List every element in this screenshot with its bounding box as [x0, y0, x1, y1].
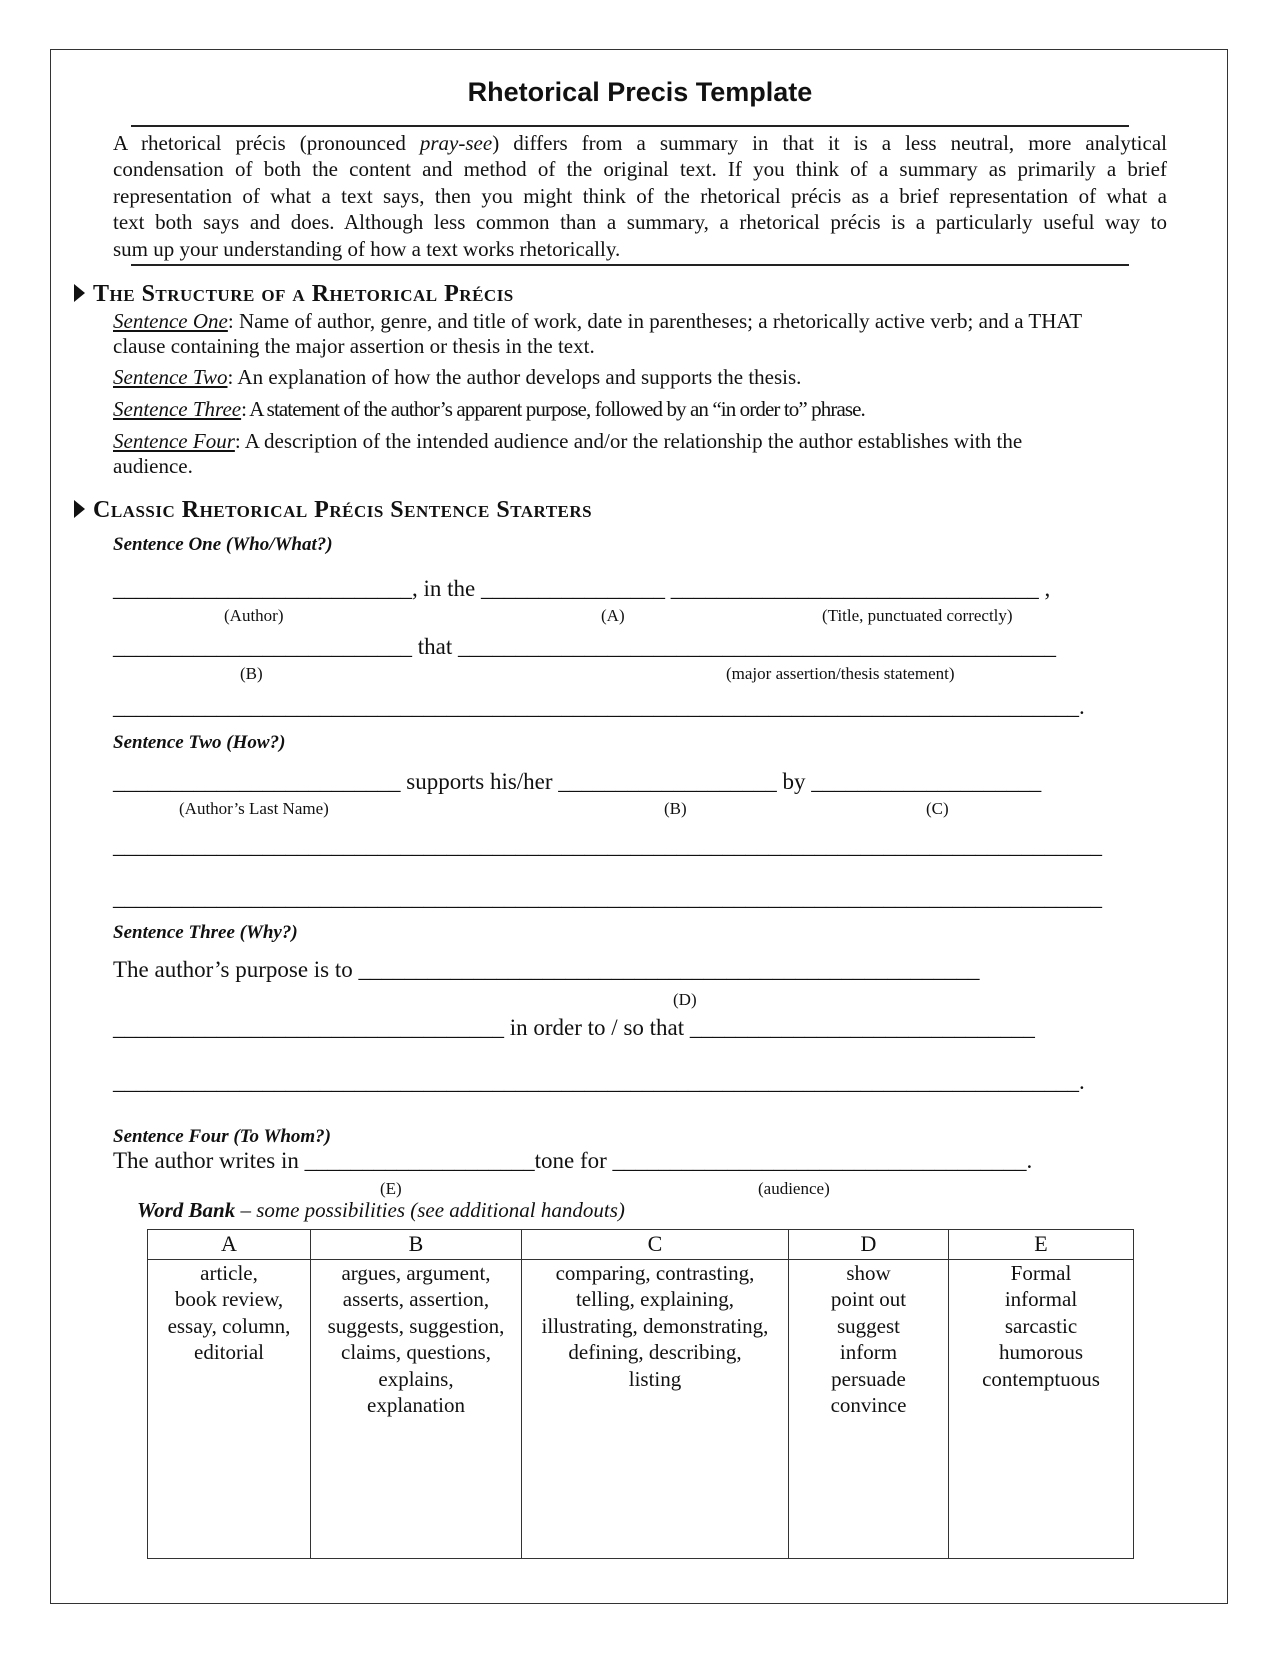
- word-bank-entry: convince: [830, 1393, 907, 1418]
- word-bank-header: B: [311, 1230, 522, 1260]
- word-bank-entry: claims, questions,: [341, 1340, 491, 1365]
- intro-line: sum up your understanding of how a text works rhetorically.: [113, 236, 621, 261]
- sentence-two-label: Sentence Two (How?): [113, 732, 286, 753]
- document-title: Rhetorical Precis Template: [467, 77, 813, 107]
- word-bank-entry: editorial: [194, 1340, 264, 1365]
- word-bank-entry: essay, column,: [167, 1313, 291, 1338]
- sentence-four-blank-line[interactable]: The author writes in ____________________tone for ____________________________________.: [113, 1148, 1033, 1173]
- thesis-caption: (major assertion/thesis statement): [726, 664, 955, 683]
- verb-caption: (B): [240, 664, 263, 683]
- genre-caption: (A): [601, 606, 625, 625]
- word-bank-cell: [789, 1260, 949, 1559]
- word-bank-cell: [522, 1260, 789, 1559]
- sentence-one-label: Sentence One (Who/What?): [113, 534, 333, 555]
- triangle-bullet-icon: [74, 500, 85, 518]
- intro-line: representation of what a text says, then you might think of the rhetorical précis as a brief representation of what a: [113, 183, 1167, 208]
- triangle-bullet-icon: [74, 284, 85, 302]
- word-bank-label: Word Bank – some possibilities (see additional handouts): [137, 1198, 625, 1222]
- sentence-two-blank-line[interactable]: ______________________________________________________________________________________: [113, 885, 1102, 910]
- word-bank-entry: informal: [1004, 1287, 1078, 1312]
- purpose-caption: (D): [673, 990, 697, 1009]
- word-bank-entry: defining, describing,: [568, 1340, 742, 1365]
- word-bank-entry: persuade: [831, 1366, 906, 1391]
- sentence-two-blank-line[interactable]: ______________________________________________________________________________________: [113, 833, 1102, 858]
- sentence-three-label: Sentence Three (Why?): [113, 922, 298, 943]
- sentence-one-blank-line[interactable]: __________________________ that ____________________________________________________: [113, 634, 1056, 659]
- word-bank-entry: explanation: [367, 1393, 465, 1418]
- word-bank-entry: illustrating, demonstrating,: [541, 1313, 769, 1338]
- word-bank-entry: humorous: [999, 1340, 1083, 1365]
- starters-heading: Classic Rhetorical Précis Sentence Starters: [74, 497, 592, 524]
- sentence-two-structure: Sentence Two: An explanation of how the author develops and supports the thesis.: [113, 365, 802, 389]
- word-bank-entry: inform: [839, 1340, 898, 1365]
- word-bank-header: A: [148, 1230, 311, 1260]
- sentence-two-blank-line[interactable]: _________________________ supports his/her ___________________ by ____________________: [113, 769, 1042, 794]
- sentence-three-blank-line[interactable]: __________________________________ in order to / so that ______________________________: [113, 1015, 1035, 1040]
- intro-paragraph: [113, 130, 1167, 262]
- word-bank-entry: article,: [200, 1261, 258, 1285]
- word-bank-table: [147, 1229, 1134, 1559]
- word-bank-entry: explains,: [378, 1366, 454, 1391]
- structure-heading: The Structure of a Rhetorical Précis: [74, 281, 514, 308]
- word-bank-entry: suggests, suggestion,: [327, 1313, 505, 1338]
- tone-caption: (E): [380, 1179, 402, 1198]
- intro-line: A rhetorical précis (pronounced pray-see) differs from a summary in that it is a less neutral, more analytical: [113, 131, 1167, 155]
- word-bank-entry: comparing, contrasting,: [555, 1261, 755, 1285]
- intro-line: text both says and does. Although less common than a summary, a rhetorical précis is a particularly useful way to: [113, 210, 1167, 235]
- sentence-three-structure: Sentence Three: A statement of the author’s apparent purpose, followed by an “in order to” phrase.: [113, 397, 865, 421]
- sentence-three-blank-line[interactable]: ____________________________________________________________________________________.: [113, 1069, 1085, 1094]
- word-bank-entry: suggest: [837, 1313, 900, 1338]
- sentence-four-structure: Sentence Four: A description of the intended audience and/or the relationship the author establishes with the audience.: [113, 429, 1023, 478]
- verb-caption: (B): [664, 799, 687, 818]
- word-bank-entry: asserts, assertion,: [342, 1287, 490, 1312]
- word-bank-entry: book review,: [174, 1287, 284, 1312]
- word-bank-entry: sarcastic: [1004, 1313, 1078, 1338]
- sentence-one-structure: Sentence One: Name of author, genre, and title of work, date in parentheses; a rhetorically active verb; and a THAT clause containing the major assertion or thesis in the text.: [113, 309, 1083, 358]
- word-bank-entry: show: [846, 1261, 891, 1285]
- last-name-caption: (Author’s Last Name): [179, 799, 329, 818]
- sentence-one-blank-line[interactable]: __________________________, in the ________________ ________________________________ ,: [113, 576, 1051, 601]
- word-bank-entry: point out: [830, 1287, 907, 1312]
- intro-line: condensation of both the content and method of the original text. If you think of a summary as primarily a brief: [113, 157, 1167, 182]
- word-bank-entry: Formal: [1010, 1261, 1072, 1285]
- word-bank-cell: [949, 1260, 1134, 1559]
- sentence-three-blank-line[interactable]: The author’s purpose is to ______________________________________________________: [113, 957, 980, 982]
- title-caption: (Title, punctuated correctly): [822, 606, 1013, 625]
- author-caption: (Author): [224, 606, 284, 625]
- method-caption: (C): [926, 799, 949, 818]
- word-bank-header: E: [949, 1230, 1134, 1260]
- word-bank-entry: argues, argument,: [341, 1261, 491, 1285]
- audience-caption: (audience): [758, 1179, 830, 1198]
- title-divider: [131, 125, 1129, 127]
- word-bank-entry: listing: [628, 1366, 682, 1391]
- sentence-four-label: Sentence Four (To Whom?): [113, 1126, 332, 1147]
- word-bank-entry: contemptuous: [982, 1366, 1100, 1391]
- sentence-one-blank-line[interactable]: ____________________________________________________________________________________.: [113, 694, 1085, 719]
- word-bank-cell: [148, 1260, 311, 1559]
- word-bank-header: C: [522, 1230, 789, 1260]
- word-bank-cell: [311, 1260, 522, 1559]
- intro-divider: [131, 264, 1129, 266]
- word-bank-entry: telling, explaining,: [575, 1287, 735, 1312]
- word-bank-header: D: [789, 1230, 949, 1260]
